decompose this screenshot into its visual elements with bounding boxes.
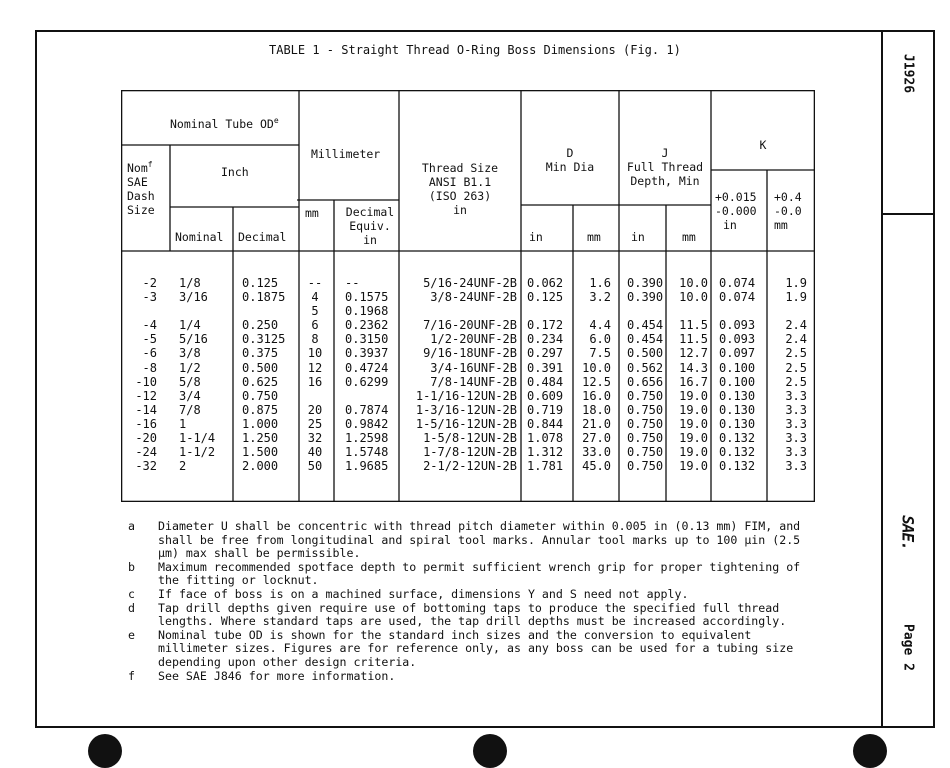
table-cell: -5 bbox=[142, 332, 157, 347]
table-cell: -2 bbox=[142, 276, 157, 290]
table-cell: 0.250 bbox=[242, 318, 279, 333]
table-cell: 12.5 bbox=[582, 374, 611, 389]
table-cell: 0.1575 bbox=[345, 290, 389, 305]
table-cell: -16 bbox=[135, 416, 157, 431]
table-cell: 6.0 bbox=[589, 332, 611, 347]
table-cell: 18.0 bbox=[582, 402, 611, 417]
header-d: D Min Dia bbox=[545, 146, 595, 174]
table-cell: 5/16-24UNF-2B bbox=[423, 276, 517, 290]
table-cell bbox=[345, 389, 388, 403]
table-cell bbox=[303, 389, 327, 403]
col-d-mm bbox=[573, 276, 611, 473]
table-cell: -14 bbox=[135, 402, 157, 417]
table-cell: 7.5 bbox=[589, 346, 611, 361]
col-j-mm bbox=[666, 276, 708, 473]
header-j-in: in bbox=[631, 230, 645, 244]
table-cell: 0.132 bbox=[719, 459, 756, 474]
table-cell: 10.0 bbox=[582, 360, 611, 375]
table-cell: 1.9 bbox=[785, 290, 807, 305]
table-cell: 0.2362 bbox=[345, 318, 389, 333]
table-cell: 20 bbox=[307, 402, 323, 417]
table-cell: 19.0 bbox=[679, 416, 708, 431]
table-cell: 1.078 bbox=[527, 431, 564, 446]
table-cell: 0.750 bbox=[627, 459, 664, 474]
table-cell bbox=[627, 304, 663, 318]
document-id: J1926 bbox=[900, 53, 916, 94]
header-d-in: in bbox=[529, 230, 543, 244]
page-number: Page 2 bbox=[900, 624, 916, 671]
table-cell: 0.3125 bbox=[242, 332, 286, 347]
table-cell: 2.5 bbox=[785, 360, 807, 375]
table-cell: 2.5 bbox=[785, 374, 807, 389]
table-cell: 0.125 bbox=[242, 276, 279, 290]
table-cell: 0.297 bbox=[527, 346, 564, 361]
table-cell: 3.3 bbox=[785, 388, 807, 403]
header-k-tol-in: +0.015 -0.000 in bbox=[715, 190, 757, 232]
header-decimal-equiv: Decimal Equiv. in bbox=[345, 205, 395, 247]
table-cell: 0.609 bbox=[527, 388, 564, 403]
table-cell: 0.750 bbox=[627, 402, 664, 417]
table-cell: 0.132 bbox=[719, 431, 756, 446]
side-divider bbox=[881, 30, 883, 728]
table-cell: 9/16-18UNF-2B bbox=[423, 346, 517, 361]
table-cell: 0.100 bbox=[719, 374, 756, 389]
header-nominal-tube-od: Nominal Tube $OD^e$ bbox=[170, 116, 279, 131]
table-cell: 3/8 bbox=[179, 346, 201, 361]
table-cell: 11.5 bbox=[679, 332, 708, 347]
table-cell bbox=[121, 304, 157, 318]
footnote-a bbox=[128, 520, 818, 561]
table-cell: 0.750 bbox=[627, 431, 664, 446]
footnote-d bbox=[128, 602, 818, 629]
footnote-f bbox=[128, 670, 818, 684]
punch-hole-left bbox=[88, 734, 122, 768]
header-millimeter: Millimeter bbox=[311, 147, 381, 161]
header-k-tol-mm: +0.4 -0.0 mm bbox=[774, 190, 802, 232]
table-cell: 0.375 bbox=[242, 346, 279, 361]
table-cell: 50 bbox=[307, 459, 323, 474]
table-cell: 0.719 bbox=[527, 402, 564, 417]
table-cell: 0.172 bbox=[527, 318, 564, 333]
footnote-letter: e bbox=[128, 627, 135, 642]
table-cell: 0.391 bbox=[527, 360, 564, 375]
table-cell: 16.0 bbox=[582, 388, 611, 403]
table-cell: 2.000 bbox=[242, 459, 279, 474]
table-cell: 45.0 bbox=[582, 459, 611, 474]
footnote-text: Diameter U shall be concentric with thread pitch diameter within 0.005 in (0.13 mm) FIM, and shall be free from longitudinal and spiral tool marks. Annular tool marks up to 100 µin (2.5 µm) max shall be permissible. bbox=[158, 519, 801, 561]
table-cell: 3.3 bbox=[785, 459, 807, 474]
table-cell: -6 bbox=[142, 346, 157, 361]
table-cell: 1-7/8-12UN-2B bbox=[423, 445, 517, 460]
table-cell: 0.097 bbox=[719, 346, 756, 361]
table-cell: 0.130 bbox=[719, 416, 756, 431]
table-cell: 1.500 bbox=[242, 445, 279, 460]
table-cell: 0.3150 bbox=[345, 332, 389, 347]
table-cell: 1.312 bbox=[527, 445, 564, 460]
table-cell: 0.750 bbox=[627, 388, 664, 403]
table-cell: 0.750 bbox=[627, 445, 664, 460]
table-cell: 3.2 bbox=[589, 290, 611, 305]
col-d-in bbox=[527, 276, 563, 473]
table-cell: 3.3 bbox=[785, 445, 807, 460]
table-cell: 8 bbox=[311, 332, 319, 347]
table-cell: 10.0 bbox=[679, 290, 708, 305]
table-cell: 0.844 bbox=[527, 416, 564, 431]
table-cell: 1.2598 bbox=[345, 431, 389, 446]
footnote-b bbox=[128, 561, 818, 588]
footnote-letter: d bbox=[128, 600, 135, 615]
table-cell: 12.7 bbox=[679, 346, 708, 361]
table-cell: 33.0 bbox=[582, 445, 611, 460]
table-cell bbox=[527, 304, 563, 318]
table-cell: 5/16 bbox=[179, 332, 208, 347]
footnote-text: Maximum recommended spotface depth to permit sufficient wrench grip for proper tightening of the fitting or locknut. bbox=[158, 559, 801, 588]
table-cell: 0.875 bbox=[242, 402, 279, 417]
table-cell: 40 bbox=[307, 445, 323, 460]
footnote-letter: f bbox=[128, 668, 135, 683]
table-cell: 0.625 bbox=[242, 374, 279, 389]
col-inch-decimal bbox=[242, 276, 285, 473]
table-cell: 3.3 bbox=[785, 402, 807, 417]
table-cell: 1.250 bbox=[242, 431, 279, 446]
table-cell: 1-5/8-12UN-2B bbox=[423, 431, 517, 446]
table-cell: 1/8 bbox=[179, 276, 201, 290]
table-cell: 3/8-24UNF-2B bbox=[430, 290, 517, 305]
footnote-e bbox=[128, 629, 818, 670]
footnote-text: Nominal tube OD is shown for the standard inch sizes and the conversion to equivalent millimeter sizes. Figures are for reference only, as any boss can be used for a tubing size depending upon other design criteria. bbox=[158, 627, 794, 669]
table-cell: 7/8-14UNF-2B bbox=[430, 374, 517, 389]
header-d-mm: mm bbox=[587, 230, 601, 244]
table-cell: 0.656 bbox=[627, 374, 664, 389]
table-cell: 1-5/16-12UN-2B bbox=[415, 416, 517, 431]
table-cell: 21.0 bbox=[582, 416, 611, 431]
table-cell: 0.454 bbox=[627, 332, 664, 347]
table-cell: -20 bbox=[135, 431, 157, 446]
table-cell bbox=[179, 304, 215, 318]
table-cell: 1.9 bbox=[785, 276, 807, 290]
table-cell: 0.390 bbox=[627, 290, 664, 305]
header-nom-sae-dash-size: Nom$^f$ SAE Dash Size bbox=[127, 160, 155, 217]
table-cell: -- bbox=[307, 276, 323, 290]
table-cell: 0.130 bbox=[719, 388, 756, 403]
table-cell: -3 bbox=[142, 290, 157, 305]
table-cell: 1-1/4 bbox=[179, 431, 216, 446]
footnote-letter: b bbox=[128, 559, 135, 574]
table-cell: 0.7874 bbox=[345, 402, 389, 417]
table-cell: 1.9685 bbox=[345, 459, 389, 474]
table-cell: 0.100 bbox=[719, 360, 756, 375]
table-cell: -4 bbox=[142, 318, 157, 333]
punch-hole-center bbox=[473, 734, 507, 768]
table-cell: 2.4 bbox=[785, 332, 807, 347]
table-cell: 1-1/2 bbox=[179, 445, 216, 460]
col-thread-size bbox=[401, 276, 517, 473]
table-cell: 1.781 bbox=[527, 459, 564, 474]
footnote-letter: a bbox=[128, 519, 135, 533]
table-cell bbox=[666, 304, 708, 318]
table-cell: 25 bbox=[307, 416, 323, 431]
table-cell: 3.3 bbox=[785, 416, 807, 431]
header-inch-decimal: Decimal bbox=[238, 230, 287, 244]
table-cell: 32 bbox=[307, 431, 323, 446]
table-cell: 7/16-20UNF-2B bbox=[423, 318, 517, 333]
table-cell bbox=[401, 304, 517, 318]
header-inch-nominal: Nominal bbox=[175, 230, 224, 244]
table-cell: 4.4 bbox=[589, 318, 611, 333]
table-cell: 19.0 bbox=[679, 459, 708, 474]
table-cell: 0.130 bbox=[719, 402, 756, 417]
table-cell: 1/2 bbox=[179, 360, 201, 375]
sae-logo: SAE. bbox=[898, 515, 918, 550]
header-j: J Full Thread Depth, Min bbox=[626, 146, 704, 188]
table-cell: 19.0 bbox=[679, 388, 708, 403]
table-cell: 0.062 bbox=[527, 276, 564, 290]
side-divider-horizontal bbox=[881, 213, 935, 215]
table-cell: 0.562 bbox=[627, 360, 664, 375]
table-cell: 0.093 bbox=[719, 318, 756, 333]
table-cell bbox=[242, 304, 285, 318]
table-cell: 16.7 bbox=[679, 374, 708, 389]
footnote-text: See SAE J846 for more information. bbox=[158, 668, 396, 683]
table-cell: 1 bbox=[179, 416, 187, 431]
table-cell: 0.500 bbox=[242, 360, 279, 375]
table-cell: 0.125 bbox=[527, 290, 564, 305]
table-cell: 10.0 bbox=[679, 276, 708, 290]
table-cell: 1.000 bbox=[242, 416, 279, 431]
table-title: TABLE 1 - Straight Thread O-Ring Boss Dimensions (Fig. 1) bbox=[269, 43, 681, 57]
footnote-c bbox=[128, 588, 818, 602]
table-cell: 0.074 bbox=[719, 290, 756, 305]
col-j-in bbox=[627, 276, 663, 473]
table-cell: 1.5748 bbox=[345, 445, 389, 460]
table-cell: 1/2-20UNF-2B bbox=[430, 332, 517, 347]
footnote-text: If face of boss is on a machined surface, dimensions Y and S need not apply. bbox=[158, 586, 689, 601]
table-cell: 0.093 bbox=[719, 332, 756, 347]
col-mm-equiv bbox=[345, 276, 388, 473]
header-inch: Inch bbox=[221, 165, 249, 179]
table-cell: 0.234 bbox=[527, 332, 564, 347]
table-cell: 0.1875 bbox=[242, 290, 286, 305]
table-cell: 0.6299 bbox=[345, 374, 389, 389]
table-cell: 7/8 bbox=[179, 402, 201, 417]
table-cell: -8 bbox=[142, 360, 157, 375]
table-cell: 14.3 bbox=[679, 360, 708, 375]
table-cell: 2.5 bbox=[785, 346, 807, 361]
footnote-letter: c bbox=[128, 586, 135, 601]
col-mm bbox=[303, 276, 327, 473]
table-cell bbox=[767, 304, 807, 318]
header-mm: mm bbox=[305, 206, 319, 220]
table-cell: 0.750 bbox=[627, 416, 664, 431]
col-k-in bbox=[719, 276, 755, 473]
col-dash-size bbox=[121, 276, 157, 473]
table-cell: 2.4 bbox=[785, 318, 807, 333]
table-cell: 16 bbox=[307, 374, 323, 389]
table-cell: 1/4 bbox=[179, 318, 201, 333]
table-cell: 0.074 bbox=[719, 276, 756, 290]
table-cell: 5 bbox=[311, 304, 319, 319]
table-cell: 1.6 bbox=[589, 276, 611, 290]
table-cell: 0.132 bbox=[719, 445, 756, 460]
table-cell: 3.3 bbox=[785, 431, 807, 446]
table-cell: 0.390 bbox=[627, 276, 664, 290]
table-cell: 2-1/2-12UN-2B bbox=[423, 459, 517, 474]
table-cell bbox=[573, 304, 611, 318]
table-cell: 4 bbox=[311, 290, 319, 305]
table-cell: 0.484 bbox=[527, 374, 564, 389]
table-cell: 12 bbox=[307, 360, 323, 375]
table-cell: 11.5 bbox=[679, 318, 708, 333]
table-cell: 0.454 bbox=[627, 318, 664, 333]
table-cell: -24 bbox=[135, 445, 157, 460]
table-cell: 0.750 bbox=[242, 388, 279, 403]
table-cell: -10 bbox=[135, 374, 157, 389]
table-cell: -- bbox=[345, 276, 360, 290]
col-inch-nominal bbox=[179, 276, 215, 473]
table-cell: 19.0 bbox=[679, 402, 708, 417]
table-cell: 0.1968 bbox=[345, 304, 389, 319]
punch-hole-right bbox=[853, 734, 887, 768]
dimensions-table bbox=[121, 90, 815, 502]
table-cell: 0.500 bbox=[627, 346, 664, 361]
table-cell: 3/4 bbox=[179, 388, 201, 403]
footnote-text: Tap drill depths given require use of bottoming taps to produce the specified full thread lengths. Where standard taps are used, the tap drill depths must be increased accordingly. bbox=[158, 600, 787, 629]
table-cell: 1-3/16-12UN-2B bbox=[415, 402, 517, 417]
table-cell: 19.0 bbox=[679, 431, 708, 446]
table-cell: 19.0 bbox=[679, 445, 708, 460]
table-cell: 27.0 bbox=[582, 431, 611, 446]
table-cell: 6 bbox=[311, 318, 319, 333]
footnotes bbox=[128, 520, 818, 683]
table-cell: 3/16 bbox=[179, 290, 208, 305]
table-cell: 10 bbox=[307, 346, 323, 361]
table-cell: -32 bbox=[135, 459, 157, 474]
table-cell: 2 bbox=[179, 459, 187, 474]
table-cell: 0.9842 bbox=[345, 416, 389, 431]
table-cell: 5/8 bbox=[179, 374, 201, 389]
header-k: K bbox=[759, 138, 767, 152]
col-k-mm bbox=[767, 276, 807, 473]
header-thread-size: Thread Size ANSI B1.1 (ISO 263) in bbox=[421, 161, 499, 217]
table-cell: -12 bbox=[135, 388, 157, 403]
table-cell bbox=[719, 304, 755, 318]
table-cell: 0.3937 bbox=[345, 346, 389, 361]
table-cell: 1-1/16-12UN-2B bbox=[415, 388, 517, 403]
table-cell: 0.4724 bbox=[345, 360, 389, 375]
header-j-mm: mm bbox=[682, 230, 696, 244]
table-cell: 3/4-16UNF-2B bbox=[430, 360, 517, 375]
